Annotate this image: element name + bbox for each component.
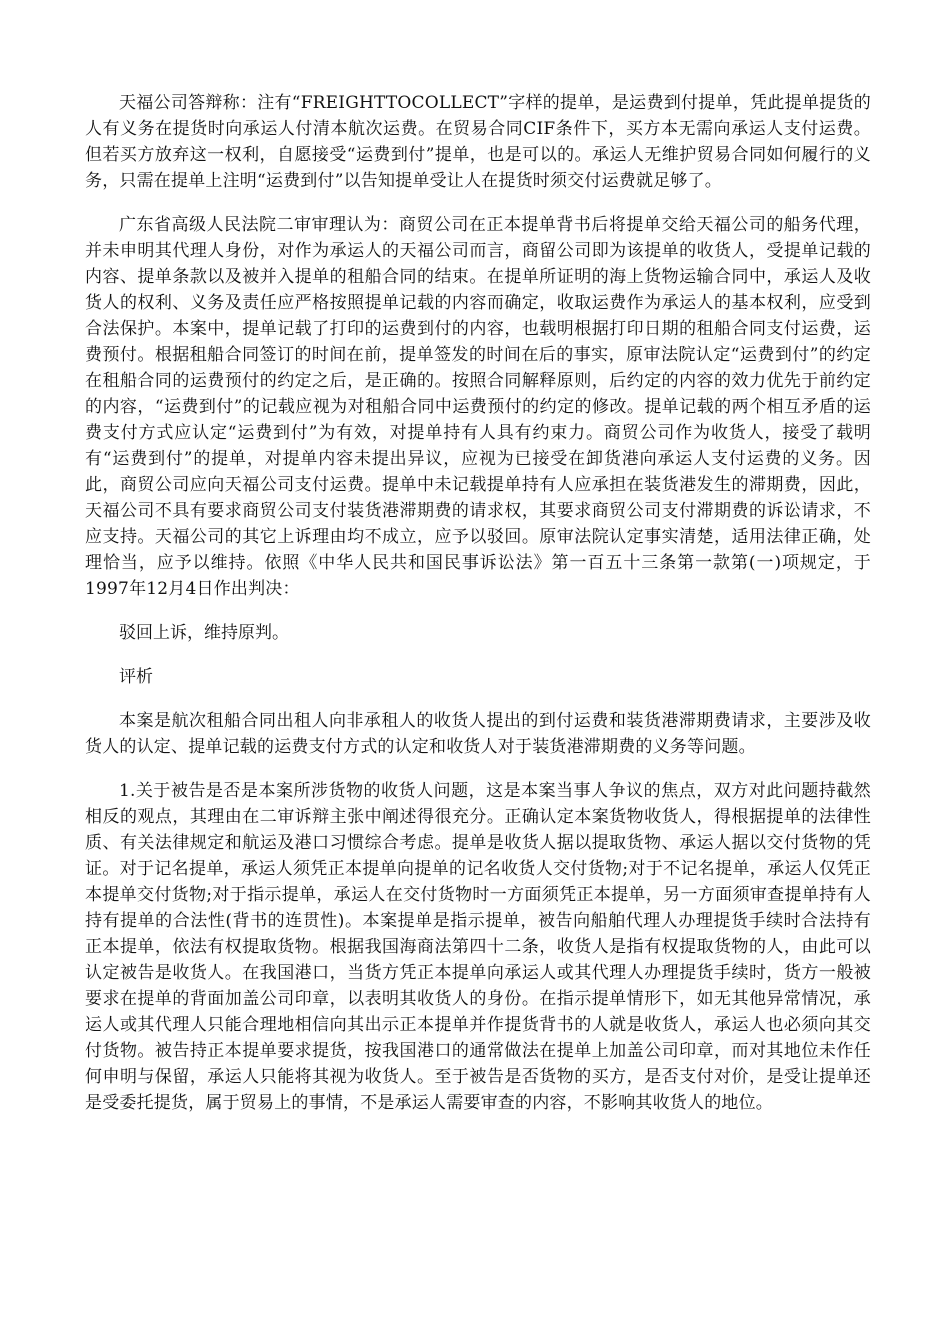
appeal-court-opinion-paragraph: 广东省高级人民法院二审审理认为：商贸公司在正本提单背书后将提单交给天福公司的船务代理，并未申明其代理人身份，对作为承运人的天福公司而言，商留公司即为该提单的收货人，受提单记载的内容、提单条款以及被并入提单的租船合同的结束。在提单所证明的海上货物运输合同中，承运人及收货人的权利、义务及责任应严格按照提单记载的内容而确定，收取运费作为承运人的基本权利，应受到合法保护。本案中，提单记载了打印的运费到付的内容，也载明根据打印日期的租船合同支付运费，运费预付。根据租船合同签订的时间在前，提单签发的时间在后的事实，原审法院认定“运费到付”的约定在租船合同的运费预付的约定之后，是正确的。按照合同解释原则，后约定的内容的效力优先于前约定的内容，“运费到付”的记载应视为对租船合同中运费预付的约定的修改。提单记载的两个相互矛盾的运费支付方式应认定“运费到付”为有效，对提单持有人具有约束力。商贸公司作为收货人，接受了载明有“运费到付”的提单，对提单内容未提出异议，应视为已接受在卸货港向承运人支付运费的义务。因此，商贸公司应向天福公司支付运费。提单中未记载提单持有人应承担在装货港发生的滞期费，因此，天福公司不具有要求商贸公司支付装货港滞期费的请求权，其要求商贸公司支付滞期费的诉讼请求，不应支持。天福公司的其它上诉理由均不成立，应予以驳回。原审法院认定事实清楚，适用法律正确，处理恰当，应予以维持。依照《中华人民共和国民事诉讼法》第一百五十三条第一款第(一)项规定，于1997年12月4日作出判决： [85, 215, 871, 599]
document-page [85, 90, 871, 1134]
consignee-analysis-paragraph: 1.关于被告是否是本案所涉货物的收货人问题，这是本案当事人争议的焦点，双方对此问题持截然相反的观点，其理由在二审诉辩主张中阐述得很充分。正确认定本案货物收货人，得根据提单的法律性质、有关法律规定和航运及港口习惯综合考虑。提单是收货人据以提取货物、承运人据以交付货物的凭证。对于记名提单，承运人须凭正本提单向提单的记名收货人交付货物;对于不记名提单，承运人仅凭正本提单交付货物;对于指示提单，承运人在交付货物时一方面须凭正本提单，另一方面须审查提单持有人持有提单的合法性(背书的连贯性)。本案提单是指示提单，被告向船舶代理人办理提货手续时合法持有正本提单，依法有权提取货物。根据我国海商法第四十二条，收货人是指有权提取货物的人，由此可以认定被告是收货人。在我国港口，当货方凭正本提单向承运人或其代理人办理提货手续时，货方一般被要求在提单的背面加盖公司印章，以表明其收货人的身份。在指示提单情形下，如无其他异常情况，承运人或其代理人只能合理地相信向其出示正本提单并作提货背书的人就是收货人，承运人也必须向其交付货物。被告持正本提单要求提货，按我国港口的通常做法在提单上加盖公司印章，而对其地位未作任何申明与保留，承运人只能将其视为收货人。至于被告是否货物的买方，是否支付对价，是受让提单还是受委托提货，属于贸易上的事情，不是承运人需要审查的内容，不影响其收货人的地位。 [85, 781, 871, 1113]
judgment-paragraph: 驳回上诉，维持原判。 [119, 623, 289, 643]
analysis-heading: 评析 [119, 667, 153, 687]
case-summary-paragraph: 本案是航次租船合同出租人向非承租人的收货人提出的到付运费和装货港滞期费请求，主要涉及收货人的认定、提单记载的运费支付方式的认定和收货人对于装货港滞期费的义务等问题。 [85, 711, 871, 757]
defense-paragraph: 天福公司答辩称：注有“FREIGHTTOCOLLECT”字样的提单，是运费到付提单，凭此提单提货的人有义务在提货时向承运人付清本航次运费。在贸易合同CIF条件下，买方本无需向承运人支付运费。但若买方放弃这一权利，自愿接受“运费到付”提单，也是可以的。承运人无维护贸易合同如何履行的义务，只需在提单上注明“运费到付”以告知提单受让人在提货时须交付运费就足够了。 [85, 93, 871, 191]
